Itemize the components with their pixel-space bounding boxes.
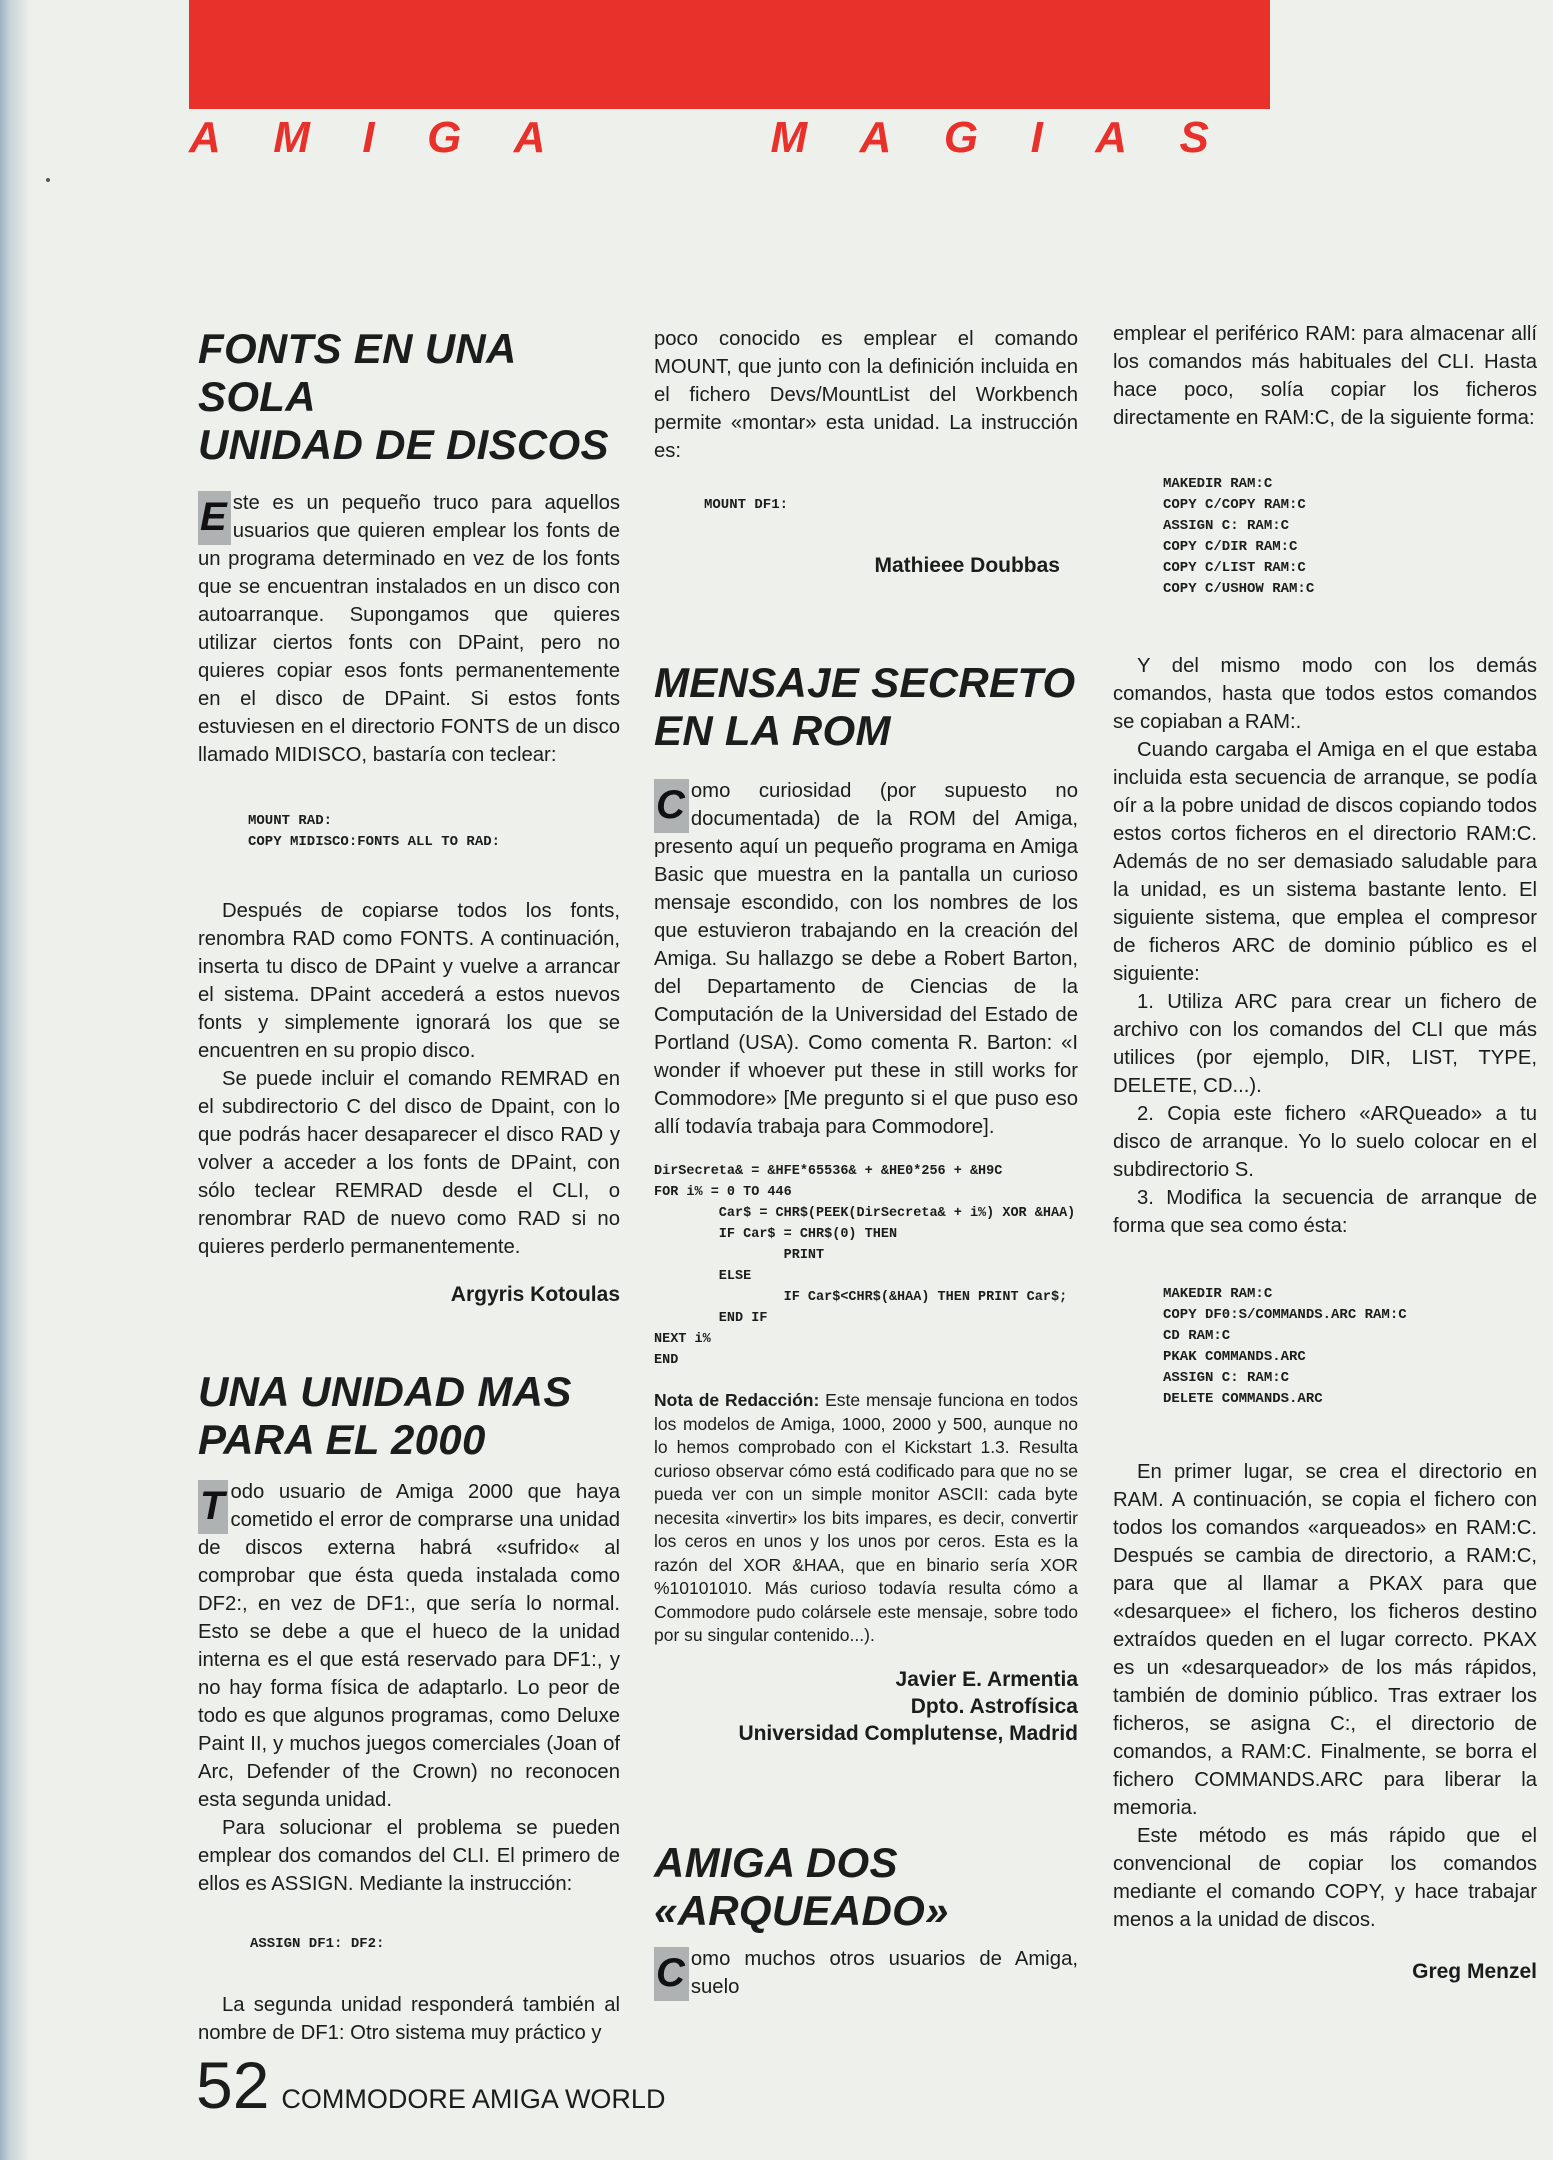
column-2 xyxy=(654,325,1078,2001)
article-2-author: Mathieee Doubbas xyxy=(874,554,1060,577)
article-1-paragraph: Se puede incluir el comando REMRAD en el subdirectorio C del disco de Dpaint, con lo que podrás hacer desaparecer el disco RAD y volver a acceder a los fonts de DPaint, con sólo teclear REMRAD desde el CLI, o renombrar RAD de nuevo como RAD si no quieres perderlo permanentemente. xyxy=(198,1068,620,1258)
article-2-title-line-1: UNA UNIDAD MAS xyxy=(198,1368,572,1415)
article-4-step: 1. Utiliza ARC para crear un fichero de archivo con los comandos del CLI que más utilices (por ejemplo, DIR, LIST, TYPE, DELETE, CD...). xyxy=(1113,991,1537,1097)
title-letter: I xyxy=(1030,113,1043,162)
article-4-text: omo muchos otros usuarios de Amiga, suelo xyxy=(690,1947,1078,1998)
article-2-text: odo usuario de Amiga 2000 que haya cometido el error de comprarse una unidad de discos externa habrá «sufrido« al comprobar que ésta queda instalada como DF2:, en vez de DF1:, que sería lo normal. Esto se debe a que el hueco de la unidad interna es el que está reservado para DF1:, y no hay forma física de adaptarlo. Lo peor de todo es que algunos programas, como Deluxe Paint II, y muchos juegos comerciales (Joan of Arc, Defender of the Crown) no reconocen esta segunda unidad. xyxy=(198,1481,620,1811)
article-1-title xyxy=(198,325,620,469)
basic-code-block: DirSecreta& = &HFE*65536& + &HE0*256 + &H9C FOR i% = 0 TO 446 Car$ = CHR$(PEEK(DirSecreta& + i%) XOR &HAA) IF Car$ = CHR$(0) THEN PRINT ELSE IF Car$<CHR$(&HAA) THEN PRINT Car$; END IF NEXT i% END xyxy=(654,1164,1076,1368)
editor-note-label: Nota de Redacción: xyxy=(654,1390,820,1410)
editor-note-text: Este mensaje funciona en todos los modelos de Amiga, 1000, 2000 y 500, aunque no lo hemos comprobado con el Kickstart 1.3. Resulta curioso observar cómo está codificado para que no se pueda ver con un simple monitor ASCII: cada byte necesita «invertir» los bits impares, es decir, convertir los ceros en unos y los unos por ceros. Esta es la razón del XOR &HAA, que en binario sería XOR %10101010. Más curioso todavía resulta cómo a Commodore pudo colársele este mensaje, sobre todo por su singular contenido...). xyxy=(654,1390,1078,1645)
article-2-paragraph: La segunda unidad responderá también al nombre de DF1: Otro sistema muy práctico y xyxy=(198,1994,620,2044)
article-1-paragraph xyxy=(198,489,620,769)
header-red-bar xyxy=(189,0,1270,109)
article-3-author-dept: Dpto. Astrofísica xyxy=(910,1694,1078,1718)
article-4-title-line-2: «ARQUEADO» xyxy=(654,1886,949,1934)
column-1 xyxy=(198,325,620,2047)
article-4-author: Greg Menzel xyxy=(1412,1960,1537,1983)
article-4-paragraph: Este método es más rápido que el convencional de copiar los comandos mediante el comando COPY, y hace trabajar menos a la unidad de discos. xyxy=(1113,1825,1537,1931)
drop-cap: E xyxy=(198,491,231,545)
article-4-title xyxy=(654,1839,1078,1935)
article-1-title-line-2: UNIDAD DE DISCOS xyxy=(198,421,609,468)
article-2-paragraph: poco conocido es emplear el comando MOUNT, que junto con la definición incluida en el fichero Devs/MountList del Workbench permite «montar» esta unidad. La instrucción es: xyxy=(654,328,1078,462)
title-letter: M xyxy=(770,113,808,162)
drop-cap: T xyxy=(198,1480,228,1534)
article-2-paragraph: Para solucionar el problema se pueden emplear dos comandos del CLI. El primero de ellos es ASSIGN. Mediante la instrucción: xyxy=(198,1817,620,1895)
article-1-paragraph: Después de copiarse todos los fonts, renombra RAD como FONTS. A continuación, inserta tu disco de DPaint y vuelve a arrancar el sistema. DPaint accederá a estos nuevos fonts y simplemente ignorará los que se encuentren en su propio disco. xyxy=(198,900,620,1062)
code-block: MAKEDIR RAM:C COPY C/COPY RAM:C ASSIGN C: RAM:C COPY C/DIR RAM:C COPY C/LIST RAM:C COPY C/USHOW RAM:C xyxy=(1163,476,1315,597)
code-block: MOUNT RAD: COPY MIDISCO:FONTS ALL TO RAD: xyxy=(248,813,501,850)
column-3 xyxy=(1113,320,1537,1985)
title-letter: I xyxy=(362,113,375,162)
article-3-title-line-2: EN LA ROM xyxy=(654,707,891,754)
page-number: 52 xyxy=(196,2048,270,2122)
article-3-author xyxy=(654,1666,1078,1747)
article-4-title-line-1: AMIGA DOS xyxy=(654,1838,898,1886)
code-block: MOUNT DF1: xyxy=(704,497,789,513)
title-letter: G xyxy=(427,113,462,162)
article-1-text: ste es un pequeño truco para aquellos usuarios que quieren emplear los fonts de un programa determinado en vez de los fonts que se encuentran instalados en un disco con autoarranque. Supongamos que quieres utilizar ciertos fonts con DPaint, pero no quieres copiar esos fonts permanentemente en el disco de DPaint. Si estos fonts estuviesen en el directorio FONTS de un disco llamado MIDISCO, bastaría con teclear: xyxy=(198,492,620,766)
article-4-paragraph: Cuando cargaba el Amiga en el que estaba incluida esta secuencia de arranque, se podía oír a la pobre unidad de discos copiando todos estos cortos ficheros en el directorio RAM:C. Además de no ser demasiado saludable para la unidad, es un sistema bastante lento. El siguiente sistema, que emplea el compresor de ficheros ARC de dominio público es el siguiente: xyxy=(1113,739,1537,985)
title-letter: A xyxy=(1095,113,1128,162)
title-letter: S xyxy=(1179,113,1209,162)
code-block: ASSIGN DF1: DF2: xyxy=(250,1936,385,1952)
title-letter: G xyxy=(943,113,979,162)
article-4-paragraph: Y del mismo modo con los demás comandos, hasta que todos estos comandos se copiaban a RAM:. xyxy=(1113,655,1537,733)
magazine-name: COMMODORE AMIGA WORLD xyxy=(281,2084,666,2114)
article-3-title-line-1: MENSAJE SECRETO xyxy=(654,659,1076,706)
article-1-author: Argyris Kotoulas xyxy=(450,1283,620,1306)
title-letter: M xyxy=(273,113,310,162)
article-3-title xyxy=(654,659,1078,755)
page-spine-edge xyxy=(0,0,30,2160)
drop-cap: C xyxy=(654,779,689,833)
section-title xyxy=(189,108,1209,168)
article-1-title-line-1: FONTS EN UNA SOLA xyxy=(198,325,516,420)
article-3-paragraph xyxy=(654,777,1078,1141)
margin-mark xyxy=(46,178,50,182)
editor-note xyxy=(654,1389,1078,1648)
article-4-step: 3. Modifica la secuencia de arranque de forma que sea como ésta: xyxy=(1113,1187,1537,1237)
article-4-step: 2. Copia este fichero «ARQueado» a tu disco de arranque. Yo lo suelo colocar en el subdirectorio S. xyxy=(1113,1103,1537,1181)
article-4-paragraph: En primer lugar, se crea el directorio en RAM. A continuación, se copia el fichero con todos los comandos «arqueados» en RAM:C. Después se cambia de directorio, a RAM:C, para que al llamar a PKAX para que «desarquee» el fichero, los ficheros destino extraídos queden en el lugar correcto. PKAX es un «desarqueador» de los más rápidos, también de dominio público. Tras extraer los ficheros, se asigna C:, el directorio de comandos, a RAM:C. Finalmente, se borra el fichero COMMANDS.ARC para liberar la memoria. xyxy=(1113,1461,1537,1819)
drop-cap: C xyxy=(654,1947,689,2001)
article-3-text: omo curiosidad (por supuesto no documentada) de la ROM del Amiga, presento aquí un pequeño programa en Amiga Basic que muestra en la pantalla un curioso mensaje escondido, con los nombres de los que estuvieron trabajando en la creación del Amiga. Su hallazgo se debe a Robert Barton, del Departamento de Ciencias de la Computación de la Universidad del Estado de Portland (USA). Como comenta R. Barton: «I wonder if whoever put these in still works for Commodore» [Me pregunto si el que puso eso allí todavía trabaja para Commodore]. xyxy=(654,780,1078,1138)
title-letter: A xyxy=(513,113,546,162)
article-4-paragraph: emplear el periférico RAM: para almacenar allí los comandos más habituales del CLI. Hasta hace poco, solía copiar los ficheros directamente en RAM:C, de la siguiente forma: xyxy=(1113,323,1537,429)
page-footer xyxy=(196,2050,665,2120)
article-2-title xyxy=(198,1368,620,1464)
article-2-title-line-2: PARA EL 2000 xyxy=(198,1416,486,1463)
code-block: MAKEDIR RAM:C COPY DF0:S/COMMANDS.ARC RAM:C CD RAM:C PKAK COMMANDS.ARC ASSIGN C: RAM:C DELETE COMMANDS.ARC xyxy=(1163,1286,1407,1407)
title-letter: A xyxy=(189,113,221,162)
article-3-author-university: Universidad Complutense, Madrid xyxy=(738,1721,1078,1745)
article-2-paragraph xyxy=(198,1478,620,1814)
article-3-author-name: Javier E. Armentia xyxy=(895,1667,1078,1691)
title-letter: A xyxy=(859,113,892,162)
article-4-paragraph xyxy=(654,1945,1078,2001)
